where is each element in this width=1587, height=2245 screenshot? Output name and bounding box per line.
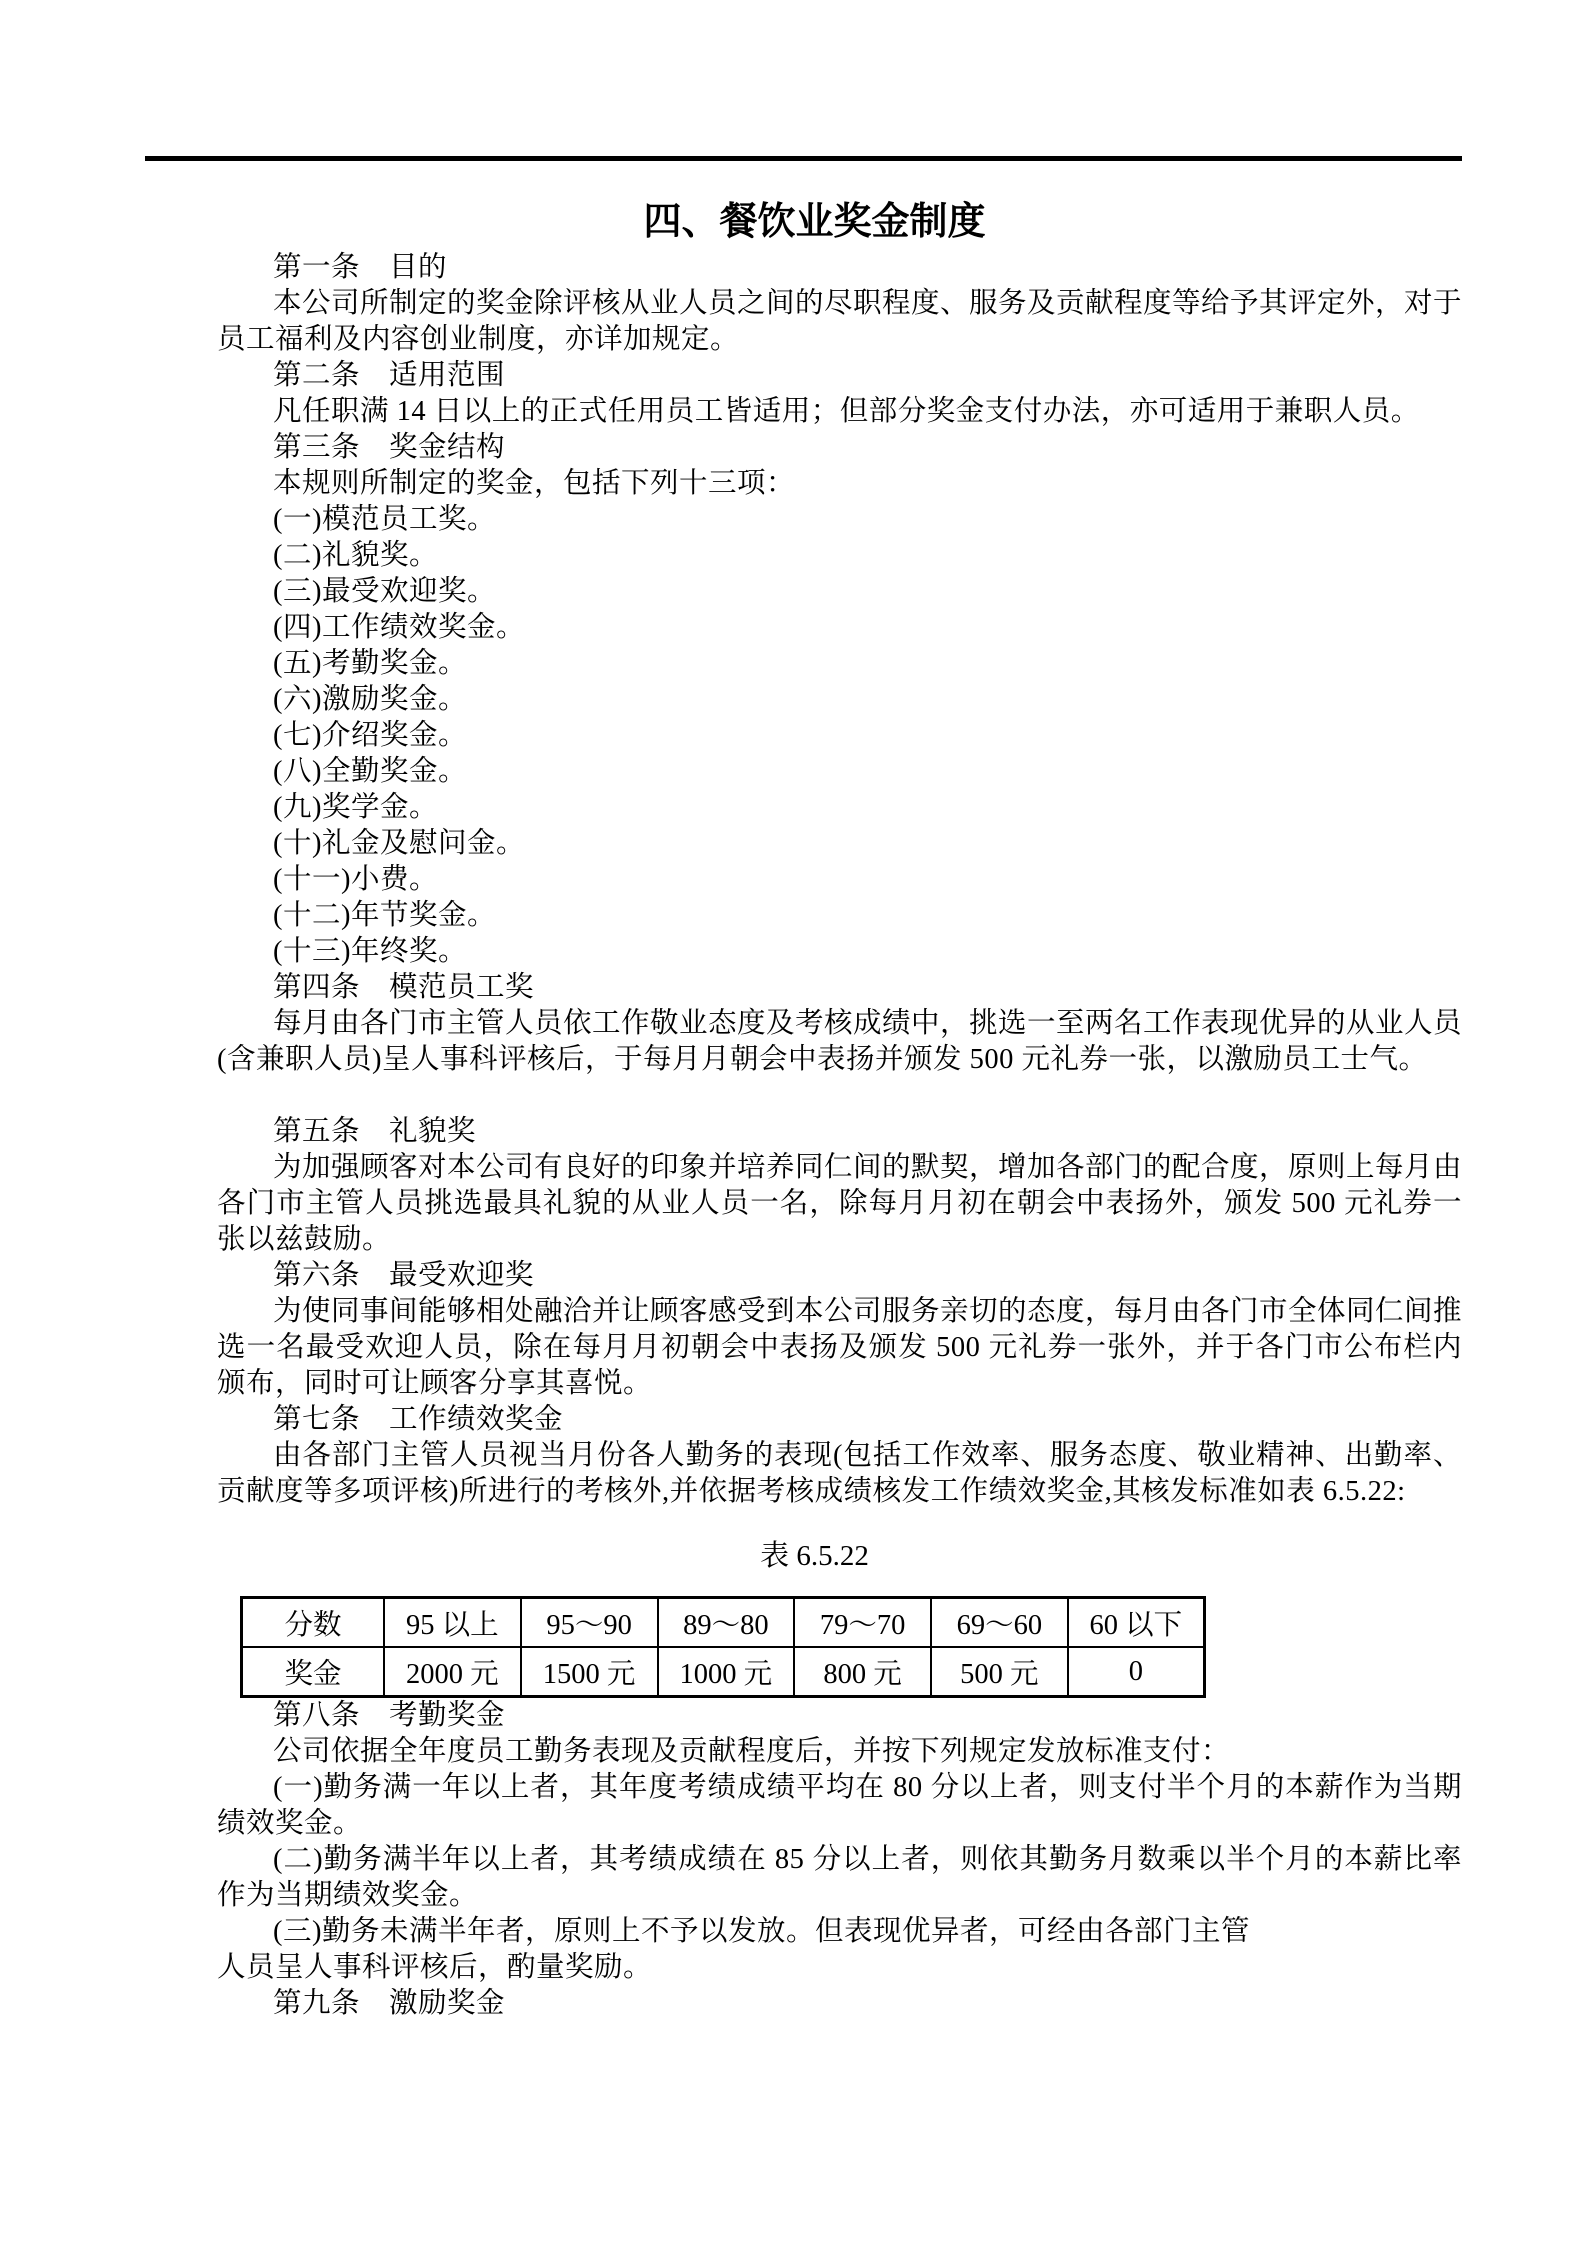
paragraph: (十三)年终奖。 (273, 936, 467, 967)
paragraph: (三)勤务未满半年者，原则上不予以发放。但表现优异者，可经由各部门主管 (273, 1916, 1250, 1947)
paragraph: 第五条 礼貌奖 (273, 1116, 477, 1147)
paragraph: (一)勤务满一年以上者，其年度考绩成绩平均在 80 分以上者，则支付半个月的本薪作为当期绩效奖金。 (217, 1772, 1462, 1839)
table-cell: 95～90 (521, 1598, 658, 1648)
paragraph (217, 1078, 1462, 1114)
paragraph: 第七条 工作绩效奖金 (273, 1404, 564, 1435)
table-cell: 1500 元 (521, 1647, 658, 1697)
table-cell: 奖金 (242, 1647, 385, 1697)
paragraph: (八)全勤奖金。 (273, 756, 467, 787)
paragraph: 第八条 考勤奖金 (273, 1700, 506, 1731)
table-cell: 0 (1068, 1647, 1205, 1697)
table-cell: 89～80 (658, 1598, 795, 1648)
table-cell: 分数 (242, 1598, 385, 1648)
table-cell: 2000 元 (384, 1647, 521, 1697)
table-cell: 95 以上 (384, 1598, 521, 1648)
paragraph: 公司依据全年度员工勤务表现及贡献程度后，并按下列规定发放标准支付： (273, 1736, 1231, 1767)
table-cell: 79～70 (794, 1598, 931, 1648)
table-cell: 800 元 (794, 1647, 931, 1697)
paragraph: 凡任职满 14 日以上的正式任用员工皆适用；但部分奖金支付办法，亦可适用于兼职人员。 (273, 396, 1420, 427)
bonus-standard-table (240, 1596, 1206, 1698)
paragraph: 第六条 最受欢迎奖 (273, 1260, 535, 1291)
paragraph: 人员呈人事科评核后，酌量奖励。 (217, 1952, 653, 1983)
body-after-table (217, 1698, 1462, 2022)
paragraph: 第二条 适用范围 (273, 360, 506, 391)
table-cell: 1000 元 (658, 1647, 795, 1697)
paragraph: (十一)小费。 (273, 864, 438, 895)
paragraph: (七)介绍奖金。 (273, 720, 467, 751)
paragraph: 第一条 目的 (273, 252, 448, 283)
table-cell: 60 以下 (1068, 1598, 1205, 1648)
paragraph: (六)激励奖金。 (273, 684, 467, 715)
paragraph: 为加强顾客对本公司有良好的印象并培养同仁间的默契，增加各部门的配合度，原则上每月由各门市主管人员挑选最具礼貌的从业人员一名，除每月月初在朝会中表扬外，颁发 500 元礼券一张以兹鼓励。 (217, 1152, 1463, 1255)
paragraph: 第四条 模范员工奖 (273, 972, 535, 1003)
header-rule (145, 156, 1462, 161)
paragraph: 由各部门主管人员视当月份各人勤务的表现(包括工作效率、服务态度、敬业精神、出勤率、贡献度等多项评核)所进行的考核外,并依据考核成绩核发工作绩效奖金,其核发标准如表 6.5.22: (217, 1440, 1462, 1507)
paragraph: 本规则所制定的奖金，包括下列十三项： (273, 468, 796, 499)
body-before-table (217, 250, 1462, 1510)
document-content (217, 194, 1462, 2022)
paragraph: (十二)年节奖金。 (273, 900, 496, 931)
paragraph: (四)工作绩效奖金。 (273, 612, 525, 643)
paragraph: (二)勤务满半年以上者，其考绩成绩在 85 分以上者，则依其勤务月数乘以半个月的本薪比率作为当期绩效奖金。 (217, 1844, 1462, 1911)
table-cell: 69～60 (931, 1598, 1068, 1648)
paragraph: 本公司所制定的奖金除评核从业人员之间的尽职程度、服务及贡献程度等给予其评定外，对于员工福利及内容创业制度，亦详加规定。 (217, 288, 1463, 355)
table-caption: 表 6.5.22 (760, 1540, 869, 1572)
paragraph: 为使同事间能够相处融洽并让顾客感受到本公司服务亲切的态度，每月由各门市全体同仁间推选一名最受欢迎人员，除在每月月初朝会中表扬及颁发 500 元礼券一张外，并于各门市公布栏内颁布，同时可让顾客分享其喜悦。 (217, 1296, 1463, 1399)
table-cell: 500 元 (931, 1647, 1068, 1697)
paragraph: (二)礼貌奖。 (273, 540, 438, 571)
table-row (242, 1647, 1205, 1697)
paragraph: (五)考勤奖金。 (273, 648, 467, 679)
bonus-table-body (242, 1598, 1205, 1697)
paragraph: 第三条 奖金结构 (273, 432, 506, 463)
paragraph: 每月由各门市主管人员依工作敬业态度及考核成绩中，挑选一至两名工作表现优异的从业人员(含兼职人员)呈人事科评核后，于每月月朝会中表扬并颁发 500 元礼券一张，以激励员工士气。 (217, 1008, 1463, 1075)
paragraph: (一)模范员工奖。 (273, 504, 496, 535)
paragraph: (十)礼金及慰问金。 (273, 828, 525, 859)
paragraph: 第九条 激励奖金 (273, 1988, 506, 2019)
paragraph: (九)奖学金。 (273, 792, 438, 823)
document-title: 四、餐饮业奖金制度 (643, 201, 986, 243)
table-row (242, 1598, 1205, 1648)
paragraph: (三)最受欢迎奖。 (273, 576, 496, 607)
